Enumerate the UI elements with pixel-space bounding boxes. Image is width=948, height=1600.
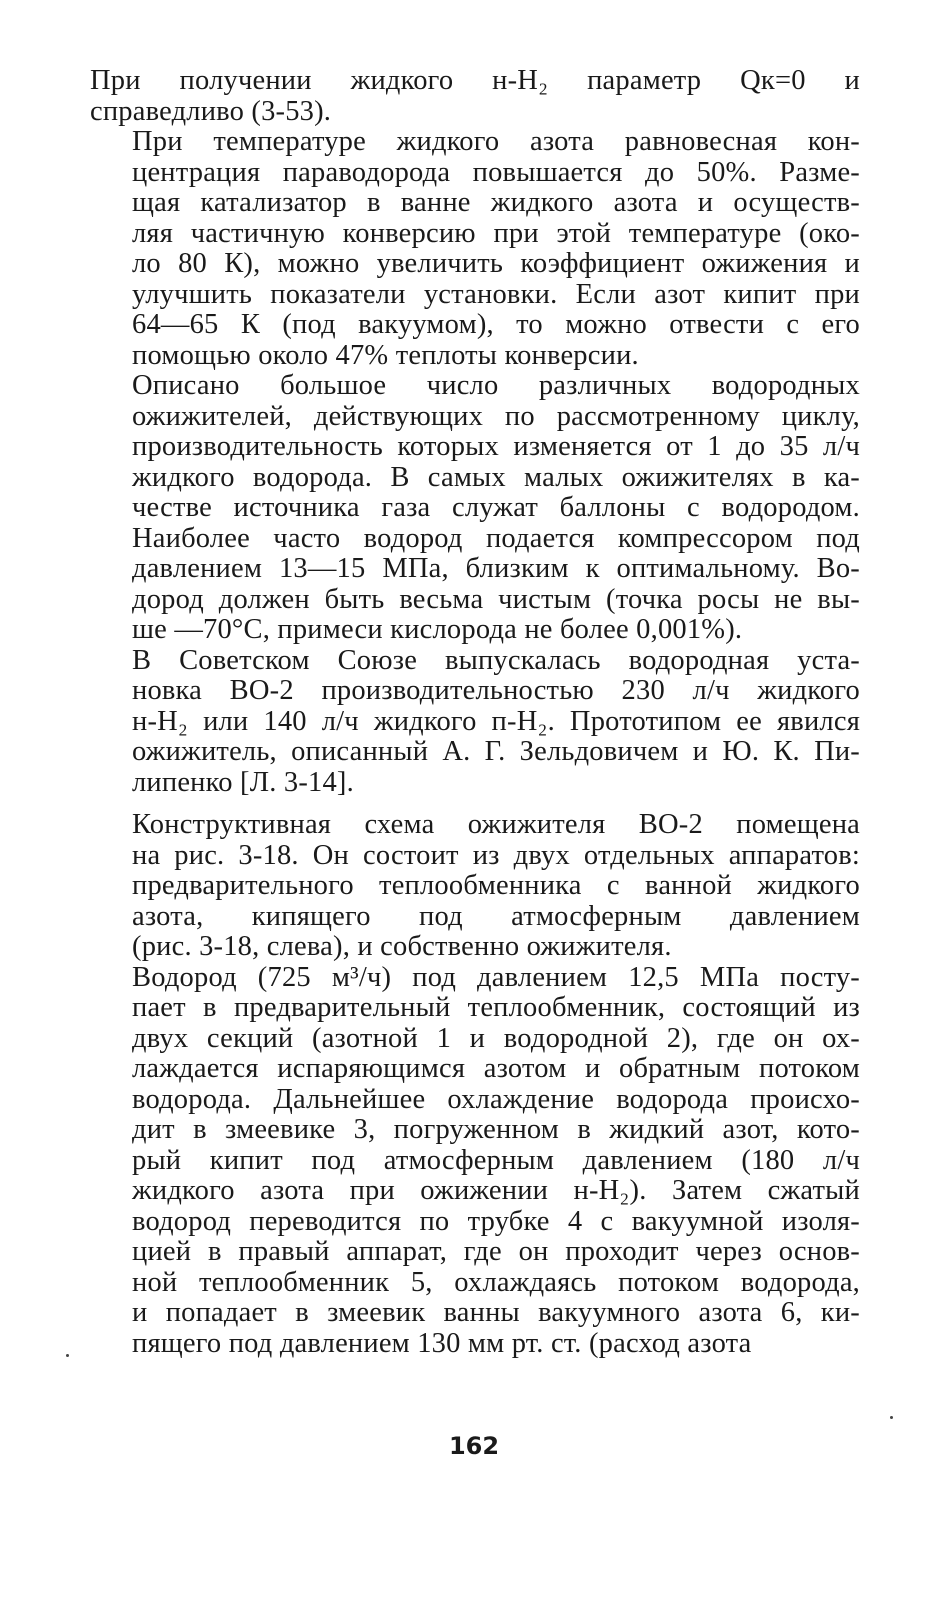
text-line: центрация параводорода повышается до 50%. Разме-	[132, 157, 860, 188]
paragraph	[90, 646, 860, 799]
text-line: рый кипит под атмосферным давлением (180 л/ч	[132, 1145, 860, 1176]
text-line: В Советском Союзе выпускалась водородная уста-	[132, 645, 860, 676]
text-line: новка ВО-2 производительностью 230 л/ч жидкого	[132, 676, 860, 706]
page-number: 162	[448, 1432, 500, 1460]
text-line: предварительного теплообменника с ванной жидкого	[132, 871, 860, 901]
text-line: двух секций (азотной 1 и водородной 2), где он ох-	[132, 1023, 860, 1054]
text-line: пает в предварительный теплообменник, состоящий из	[132, 993, 860, 1023]
text-line: (рис. 3-18, слева), и собственно ожижителя.	[132, 932, 672, 962]
text-line: честве источника газа служат баллоны с водородом.	[132, 493, 860, 523]
text-line: справедливо (3-53).	[90, 96, 332, 127]
text-line: пящего под давлением 130 мм рт. ст. (расход азота	[132, 1328, 752, 1359]
text-line: помощью около 47% теплоты конверсии.	[132, 340, 639, 371]
text-line: Конструктивная схема ожижителя ВО-2 помещена	[132, 810, 860, 840]
text-line: дит в змеевике 3, погруженном в жидкий азот, кото-	[132, 1115, 860, 1145]
text-line: давлением 13—15 МПа, близким к оптимальному. Во-	[132, 554, 860, 584]
text-line: на рис. 3-18. Он состоит из двух отдельных аппаратов:	[132, 840, 860, 871]
paragraph	[90, 66, 860, 127]
text-line: 64—65 К (под вакуумом), то можно отвести с его	[132, 310, 860, 340]
text-line: ной теплообменник 5, охлаждаясь потоком водорода,	[132, 1267, 860, 1298]
text-line: улучшить показатели установки. Если азот кипит при	[132, 279, 860, 310]
text-line: ше —70°С, примеси кислорода не более 0,001%).	[132, 615, 743, 645]
text-line: щая катализатор в ванне жидкого азота и осуществ-	[132, 188, 860, 218]
paragraph	[90, 963, 860, 1360]
text-line: и попадает в змеевик ванны вакуумного азота 6, ки-	[132, 1298, 860, 1328]
text-line: жидкого азота при ожижении н-H₂). Затем сжатый	[132, 1176, 860, 1206]
print-speck	[890, 1416, 893, 1419]
text-line: водорода. Дальнейшее охлаждение водорода происхо-	[132, 1084, 860, 1115]
text-line: цией в правый аппарат, где он проходит через основ-	[132, 1237, 860, 1267]
print-speck	[66, 1354, 69, 1357]
paragraph	[90, 127, 860, 371]
text-line: липенко [Л. 3-14].	[132, 767, 354, 798]
text-line: производительность которых изменяется от 1 до 35 л/ч	[132, 432, 860, 462]
page-body	[90, 66, 860, 1359]
text-line: ляя частичную конверсию при этой температуре (око-	[132, 218, 860, 249]
text-line: азота, кипящего под атмосферным давлением	[132, 901, 860, 932]
text-line: ло 80 К), можно увеличить коэффициент ожижения и	[132, 249, 860, 279]
paragraph	[90, 810, 860, 963]
text-line: дород должен быть весьма чистым (точка росы не вы-	[132, 584, 860, 615]
text-line: жидкого водорода. В самых малых ожижителях в ка-	[132, 462, 860, 493]
text-line: При получении жидкого н-H₂ параметр Qк=0 и	[90, 66, 860, 96]
text-line: Наиболее часто водород подается компрессором под	[132, 523, 860, 554]
text-line: ожижителей, действующих по рассмотренному циклу,	[132, 401, 860, 432]
text-line: лаждается испаряющимся азотом и обратным потоком	[132, 1054, 860, 1084]
text-line: ожижитель, описанный А. Г. Зельдовичем и Ю. К. Пи-	[132, 737, 860, 767]
paragraph-gap	[90, 798, 860, 810]
text-line: При температуре жидкого азота равновесная кон-	[132, 127, 860, 157]
text-line: Водород (725 м³/ч) под давлением 12,5 МПа посту-	[132, 962, 860, 993]
text-line: Описано большое число различных водородных	[132, 371, 860, 401]
paragraph	[90, 371, 860, 646]
text-line: водород переводится по трубке 4 с вакуумной изоля-	[132, 1206, 860, 1237]
text-line: н-H₂ или 140 л/ч жидкого п-H₂. Прототипом ее явился	[132, 706, 860, 737]
